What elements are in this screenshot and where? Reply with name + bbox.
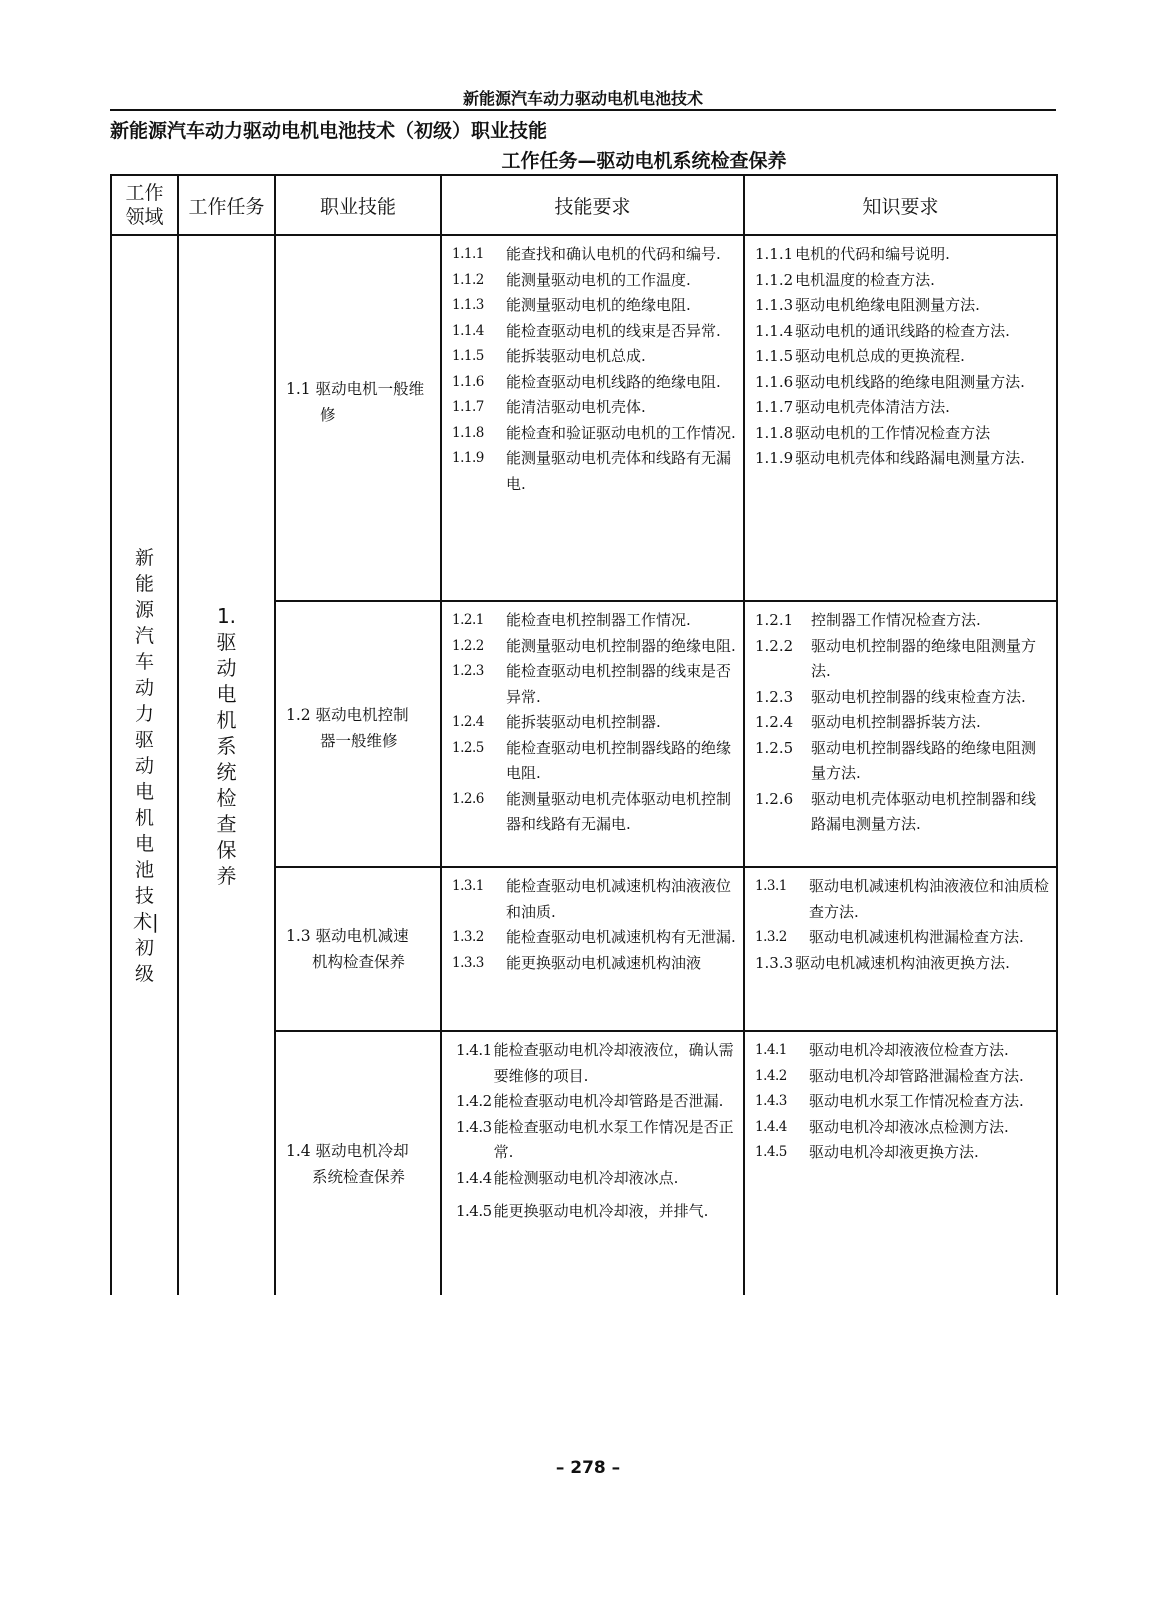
list-item: 1.2.6 驱动电机壳体驱动电机控制器和线路漏电测量方法. [755,789,1037,833]
knowledge-requirements-cell [744,601,1057,867]
list-item: 1.1.5 驱动电机总成的更换流程. [755,347,965,365]
list-item: 1.2.2 驱动电机控制器的绝缘电阻测量方法. [755,636,1037,680]
list-item: 1.2.2 能测量驱动电机控制器的绝缘电阻. [452,636,736,655]
header-skill: 职业技能 [275,175,441,235]
skill-label: 1.4 驱动电机冷却 [286,1141,409,1160]
list-item: 1.2.6 能测量驱动电机壳体驱动电机控制器和线路有无漏电. [452,789,732,833]
list-item: 1.1.1 能查找和确认电机的代码和编号. [452,245,721,263]
header-knowledge-requirements: 知识要求 [744,175,1057,235]
skill-label: 1.2 驱动电机控制 [286,706,409,724]
list-item: 1.4.3 能检查驱动电机水泵工作情况是否正常. [456,1117,734,1161]
skill-requirements-cell [441,235,744,601]
list-item: 1.4.2 能检查驱动电机冷却管路是否泄漏. [456,1092,724,1110]
list-item: 1.1.6 能检查驱动电机线路的绝缘电阻. [452,372,721,391]
list-item: 1.2.4 驱动电机控制器拆装方法. [755,713,981,731]
list-item: 1.1.8 能检查和验证驱动电机的工作情况. [452,423,736,442]
list-item: 1.1.9 驱动电机壳体和线路漏电测量方法. [755,449,1025,467]
list-item: 1.1.2 能测量驱动电机的工作温度. [452,270,691,289]
skill-label-cont: 系统检查保养 [312,1167,406,1186]
list-item: 1.1.8 驱动电机的工作情况检查方法 [755,423,991,442]
list-item: 1.1.7 驱动电机壳体清洁方法. [755,398,950,416]
skill-label-cont: 器一般维修 [320,732,398,750]
list-item: 1.3.1 驱动电机减速机构油液液位和油质检查方法. [755,877,1050,921]
list-item: 1.3.3 能更换驱动电机减速机构油液 [452,953,702,972]
list-item: 1.4.4 能检测驱动电机冷却液冰点. [456,1168,679,1187]
list-item: 1.1.4 能检查驱动电机的线束是否异常. [452,321,721,340]
page-number: – 278 – [555,1458,621,1478]
list-item: 1.4.1 能检查驱动电机冷却液液位，确认需要维修的项目. [456,1041,734,1085]
skills-table [110,174,1058,1295]
task-cell [178,235,275,1295]
list-item: 1.4.2 驱动电机冷却管路泄漏检查方法. [755,1066,1024,1085]
list-item: 1.3.3 驱动电机减速机构油液更换方法. [755,953,1010,972]
list-item: 1.1.6 驱动电机线路的绝缘电阻测量方法. [755,372,1025,391]
skill-requirements-cell [441,1031,744,1295]
list-item: 1.1.4 驱动电机的通讯线路的检查方法. [755,321,1010,340]
task-value: 1.驱动电机系统检查保养 [216,603,237,888]
list-item: 1.2.4 能拆装驱动电机控制器. [452,713,661,731]
list-item: 1.2.1 能检查电机控制器工作情况. [452,611,691,629]
list-item: 1.3.2 能检查驱动电机减速机构有无泄漏. [452,928,736,946]
list-item: 1.1.1 电机的代码和编号说明. [755,245,950,263]
skill-requirements-cell [441,601,744,867]
list-item: 1.2.1 控制器工作情况检查方法. [755,611,981,629]
list-item: 1.1.9 能测量驱动电机壳体和线路有无漏电. [452,449,732,493]
list-item: 1.1.3 能测量驱动电机的绝缘电阻. [452,296,691,314]
document-title: 新能源汽车动力驱动电机电池技术（初级）职业技能 [110,120,548,142]
list-item: 1.4.1 驱动电机冷却液液位检查方法. [755,1041,1009,1059]
skill-cell [275,867,441,1031]
list-item: 1.2.3 能检查驱动电机控制器的线束是否异常. [452,662,732,706]
skill-cell [275,601,441,867]
skill-cell [275,1031,441,1295]
list-item: 1.1.3 驱动电机绝缘电阻测量方法. [755,296,980,314]
list-item: 1.1.2 电机温度的检查方法. [755,270,935,289]
list-item: 1.3.1 能检查驱动电机减速机构油液液位和油质. [452,877,732,921]
running-header: 新能源汽车动力驱动电机电池技术 [462,89,703,108]
skill-requirements-cell [441,867,744,1031]
list-item: 1.4.4 驱动电机冷却液冰点检测方法. [755,1117,1009,1136]
knowledge-requirements-cell [744,235,1057,601]
table-header-row [111,175,1057,235]
skill-label: 1.1 驱动电机一般维 [286,380,425,398]
knowledge-requirements-cell [744,867,1057,1031]
list-item: 1.1.7 能清洁驱动电机壳体. [452,398,646,416]
header-domain: 工作领域 [111,175,178,235]
list-item: 1.2.3 驱动电机控制器的线束检查方法. [755,687,1026,706]
table-title: 工作任务—驱动电机系统检查保养 [501,150,787,172]
list-item: 1.1.5 能拆装驱动电机总成. [452,347,646,365]
skill-cell [275,235,441,601]
list-item: 1.4.5 驱动电机冷却液更换方法. [755,1143,979,1161]
header-skill-requirements: 技能要求 [441,175,744,235]
domain-value: 新能源汽车动力驱动电机电池技术|初级 [133,546,159,985]
domain-cell [111,235,178,1295]
list-item: 1.2.5 驱动电机控制器线路的绝缘电阻测量方法. [755,738,1037,782]
knowledge-requirements-cell [744,1031,1057,1295]
skill-label-cont: 机构检查保养 [312,953,406,971]
list-item: 1.4.5 能更换驱动电机冷却液，并排气. [456,1202,709,1220]
table-row [111,235,1057,601]
list-item: 1.3.2 驱动电机减速机构泄漏检查方法. [755,928,1024,946]
header-task: 工作任务 [178,175,275,235]
header-rule [110,109,1056,111]
list-item: 1.4.3 驱动电机水泵工作情况检查方法. [755,1092,1024,1110]
skill-label-cont: 修 [320,406,336,424]
list-item: 1.2.5 能检查驱动电机控制器线路的绝缘电阻. [452,738,732,782]
skill-label: 1.3 驱动电机减速 [286,927,409,945]
